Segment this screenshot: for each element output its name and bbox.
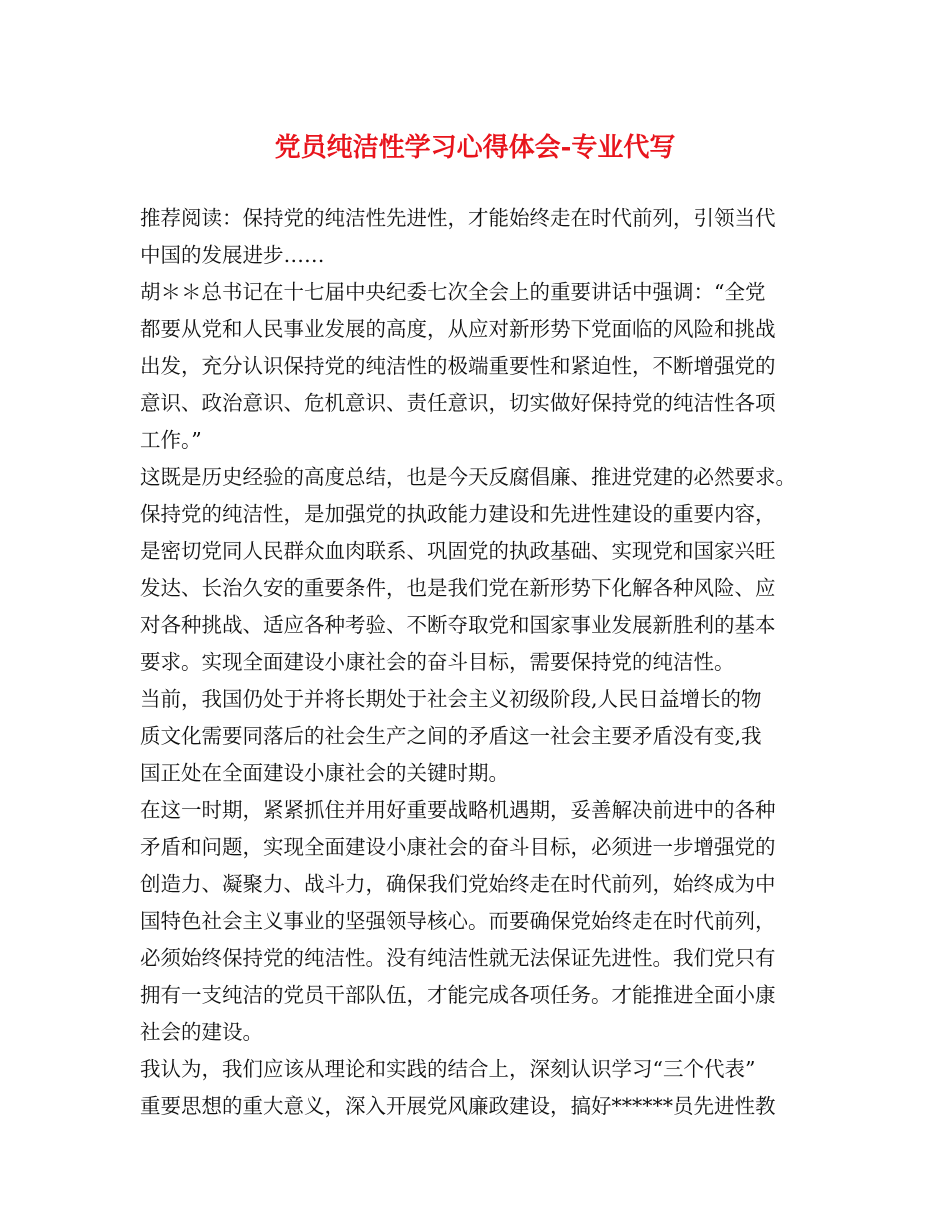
text-line: 发达、长治久安的重要条件，也是我们党在新形势下化解各种风险、应 <box>140 576 776 600</box>
text-line: 拥有一支纯洁的党员干部队伍，才能完成各项任务。才能推进全面小康 <box>140 983 776 1007</box>
text-line: 中国的发展进步…… <box>140 243 325 267</box>
text-line: 对各种挑战、适应各种考验、不断夺取党和国家事业发展新胜利的基本 <box>140 613 776 637</box>
text-line: 必须始终保持党的纯洁性。没有纯洁性就无法保证先进性。我们党只有 <box>140 946 776 970</box>
text-line: 推荐阅读：保持党的纯洁性先进性，才能始终走在时代前列，引领当代 <box>140 206 776 230</box>
text-line: 社会的建设。 <box>140 1020 263 1044</box>
text-line: 质文化需要同落后的社会生产之间的矛盾这一社会主要矛盾没有变,我 <box>140 724 762 748</box>
text-line: 胡＊＊总书记在十七届中央纪委七次全会上的重要讲话中强调：“全党 <box>140 280 766 304</box>
text-line: 重要思想的重大意义，深入开展党风廉政建设，搞好******员先进性教 <box>140 1094 776 1118</box>
text-line: 当前，我国仍处于并将长期处于社会主义初级阶段,人民日益增长的物 <box>140 687 762 711</box>
text-line: 国正处在全面建设小康社会的关键时期。 <box>140 761 509 785</box>
text-line: 要求。实现全面建设小康社会的奋斗目标，需要保持党的纯洁性。 <box>140 650 735 674</box>
text-line: 我认为，我们应该从理论和实践的结合上，深刻认识学习“三个代表” <box>140 1057 756 1081</box>
text-line: 国特色社会主义事业的坚强领导核心。而要确保党始终走在时代前列， <box>140 909 776 933</box>
text-line: 在这一时期，紧紧抓住并用好重要战略机遇期，妥善解决前进中的各种 <box>140 798 776 822</box>
text-line: 这既是历史经验的高度总结，也是今天反腐倡廉、推进党建的必然要求。 <box>140 465 796 489</box>
document-title: 党员纯洁性学习心得体会-专业代写 <box>274 133 676 163</box>
text-line: 出发，充分认识保持党的纯洁性的极端重要性和紧迫性，不断增强党的 <box>140 354 776 378</box>
text-line: 都要从党和人民事业发展的高度，从应对新形势下党面临的风险和挑战 <box>140 317 776 341</box>
text-line: 是密切党同人民群众血肉联系、巩固党的执政基础、实现党和国家兴旺 <box>140 539 776 563</box>
text-line: 矛盾和问题，实现全面建设小康社会的奋斗目标，必须进一步增强党的 <box>140 835 776 859</box>
text-line: 工作。” <box>140 428 202 452</box>
text-line: 保持党的纯洁性，是加强党的执政能力建设和先进性建设的重要内容， <box>140 502 776 526</box>
text-line: 意识、政治意识、危机意识、责任意识，切实做好保持党的纯洁性各项 <box>140 391 776 415</box>
text-line: 创造力、凝聚力、战斗力，确保我们党始终走在时代前列，始终成为中 <box>140 872 776 896</box>
document-body <box>140 200 830 1125</box>
